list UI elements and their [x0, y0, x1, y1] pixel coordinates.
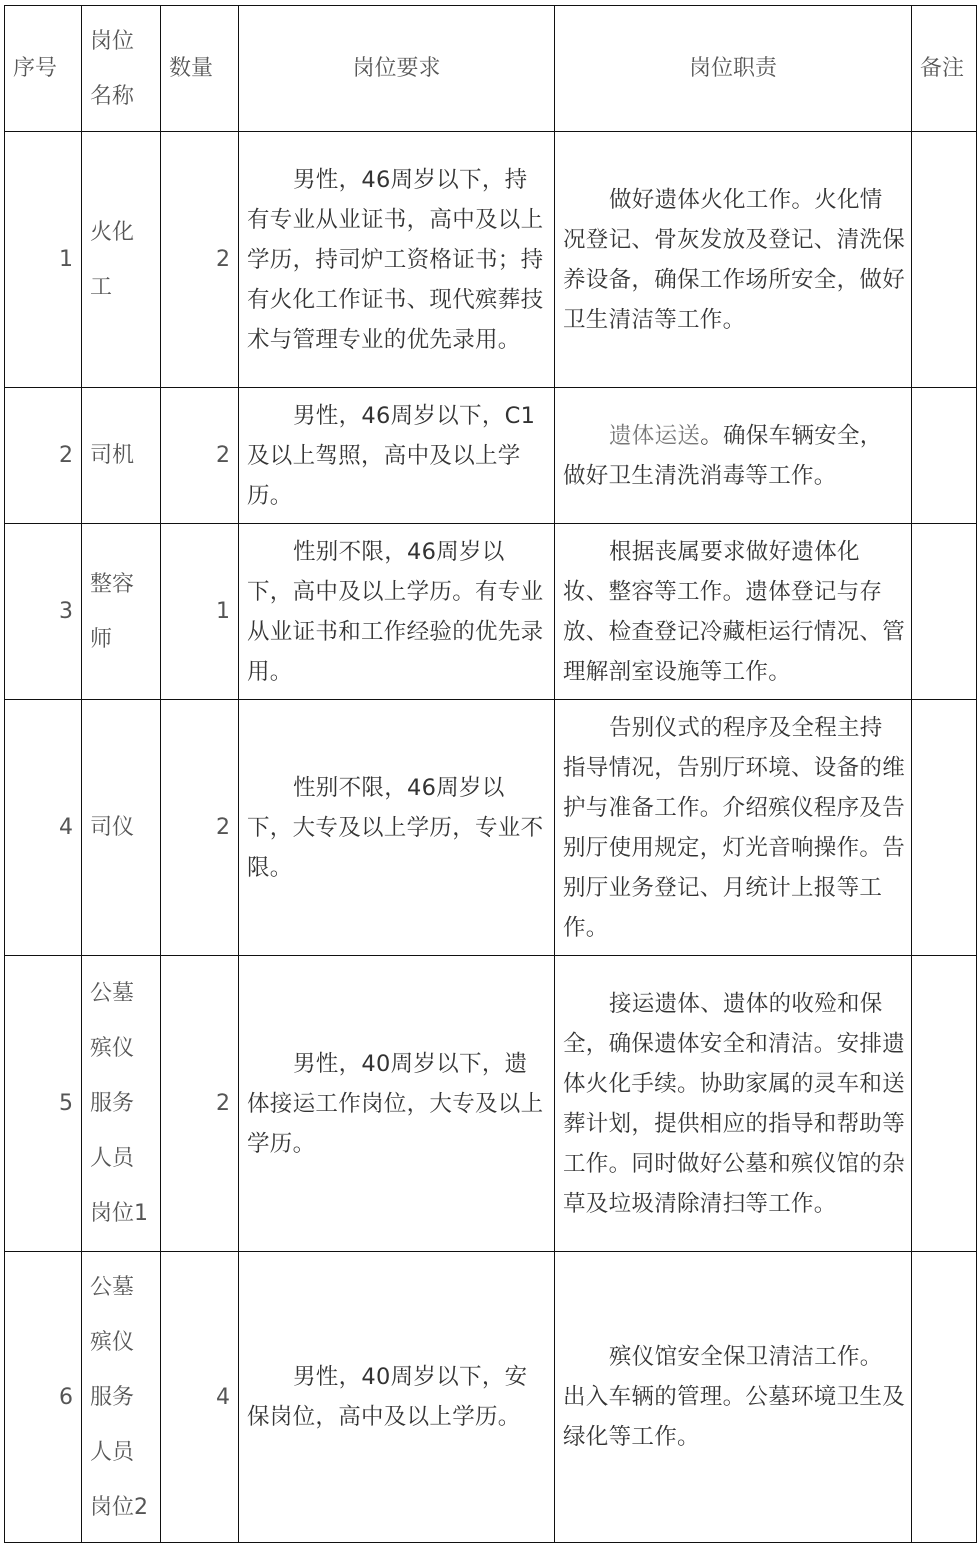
cell-seq: 5	[5, 956, 82, 1252]
cell-notes	[912, 524, 977, 700]
cell-duties	[555, 700, 912, 956]
duties-text: 。确保车辆安全，做好卫生清洗消毒等工作。	[563, 422, 883, 489]
cell-position-name	[82, 132, 161, 388]
cell-position-name	[82, 700, 161, 956]
cell-requirements: 性别不限，46周岁以下，高中及以上学历。有专业从业证书和工作经验的优先录用。	[239, 524, 555, 700]
position-name-line: 火化	[90, 219, 135, 245]
cell-quantity: 2	[161, 700, 239, 956]
position-name-line: 岗位1	[90, 1201, 148, 1226]
header-notes: 备注	[912, 6, 977, 132]
cell-position-name	[82, 956, 161, 1252]
position-name-line: 整容	[90, 571, 135, 597]
table-row	[5, 524, 977, 700]
cell-duties	[555, 132, 912, 388]
cell-duties	[555, 956, 912, 1252]
cell-notes	[912, 700, 977, 956]
header-duties: 岗位职责	[555, 6, 912, 132]
cell-seq: 3	[5, 524, 82, 700]
position-name-line: 人员	[90, 1439, 135, 1465]
cell-quantity: 2	[161, 388, 239, 524]
table-row	[5, 1252, 977, 1543]
cell-position-name	[82, 1252, 161, 1543]
cell-quantity: 1	[161, 524, 239, 700]
cell-quantity: 2	[161, 132, 239, 388]
position-name-line: 殡仪	[90, 1329, 135, 1355]
table-row	[5, 388, 977, 524]
cell-duties	[555, 1252, 912, 1543]
cell-seq: 1	[5, 132, 82, 388]
cell-duties	[555, 524, 912, 700]
cell-requirements: 男性，40周岁以下，安保岗位，高中及以上学历。	[239, 1252, 555, 1543]
header-requirements: 岗位要求	[239, 6, 555, 132]
job-positions-table	[4, 5, 977, 1543]
cell-requirements: 男性，40周岁以下，遗体接运工作岗位，大专及以上学历。	[239, 956, 555, 1252]
position-name-line: 服务	[90, 1384, 135, 1410]
cell-quantity: 4	[161, 1252, 239, 1543]
cell-notes	[912, 956, 977, 1252]
cell-notes	[912, 388, 977, 524]
cell-position-name	[82, 388, 161, 524]
table-row	[5, 956, 977, 1252]
position-name-line: 服务	[90, 1091, 135, 1116]
position-name-line: 人员	[90, 1146, 135, 1171]
cell-requirements: 性别不限，46周岁以下，大专及以上学历，专业不限。	[239, 700, 555, 956]
position-name-line: 司仪	[90, 815, 135, 840]
cell-quantity: 2	[161, 956, 239, 1252]
position-name-line: 工	[90, 274, 113, 300]
table-row	[5, 700, 977, 956]
header-quantity: 数量	[161, 6, 239, 132]
header-seq: 序号	[5, 6, 82, 132]
table-header-row	[5, 6, 977, 132]
position-name-line: 岗位2	[90, 1494, 148, 1520]
duties-text: 做好遗体火化工作。火化情况登记、骨灰发放及登记、清洗保养设备，确保工作场所安全，做好卫生清洁等工作。	[563, 186, 906, 333]
position-name-line: 师	[90, 626, 113, 652]
header-position-name-line2: 名称	[90, 83, 135, 109]
position-name-line: 司机	[90, 443, 135, 468]
position-name-line: 殡仪	[90, 1036, 135, 1061]
cell-seq: 6	[5, 1252, 82, 1543]
cell-requirements: 男性，46周岁以下，持有专业从业证书，高中及以上学历，持司炉工资格证书；持有火化工作证书、现代殡葬技术与管理专业的优先录用。	[239, 132, 555, 388]
duties-text: 告别仪式的程序及全程主持指导情况，告别厅环境、设备的维护与准备工作。介绍殡仪程序及告别厅使用规定，灯光音响操作。告别厅业务登记、月统计上报等工作。	[563, 714, 906, 941]
duties-text: 根据丧属要求做好遗体化妆、整容等工作。遗体登记与存放、检查登记冷藏柜运行情况、管理解剖室设施等工作。	[563, 538, 906, 685]
cell-seq: 4	[5, 700, 82, 956]
duties-muted-text: 遗体运送	[609, 422, 701, 449]
cell-duties	[555, 388, 912, 524]
cell-position-name	[82, 524, 161, 700]
table-row	[5, 132, 977, 388]
duties-text: 接运遗体、遗体的收殓和保全，确保遗体安全和清洁。安排遗体火化手续。协助家属的灵车和送葬计划，提供相应的指导和帮助等工作。同时做好公墓和殡仪馆的杂草及垃圾清除清扫等工作。	[563, 990, 906, 1217]
cell-seq: 2	[5, 388, 82, 524]
position-name-line: 公墓	[90, 1274, 135, 1300]
cell-requirements: 男性，46周岁以下，C1及以上驾照，高中及以上学历。	[239, 388, 555, 524]
duties-text: 殡仪馆安全保卫清洁工作。出入车辆的管理。公墓环境卫生及绿化等工作。	[563, 1344, 906, 1450]
header-position-name	[82, 6, 161, 132]
cell-notes	[912, 132, 977, 388]
position-name-line: 公墓	[90, 981, 135, 1006]
header-position-name-line1: 岗位	[90, 28, 135, 54]
cell-notes	[912, 1252, 977, 1543]
